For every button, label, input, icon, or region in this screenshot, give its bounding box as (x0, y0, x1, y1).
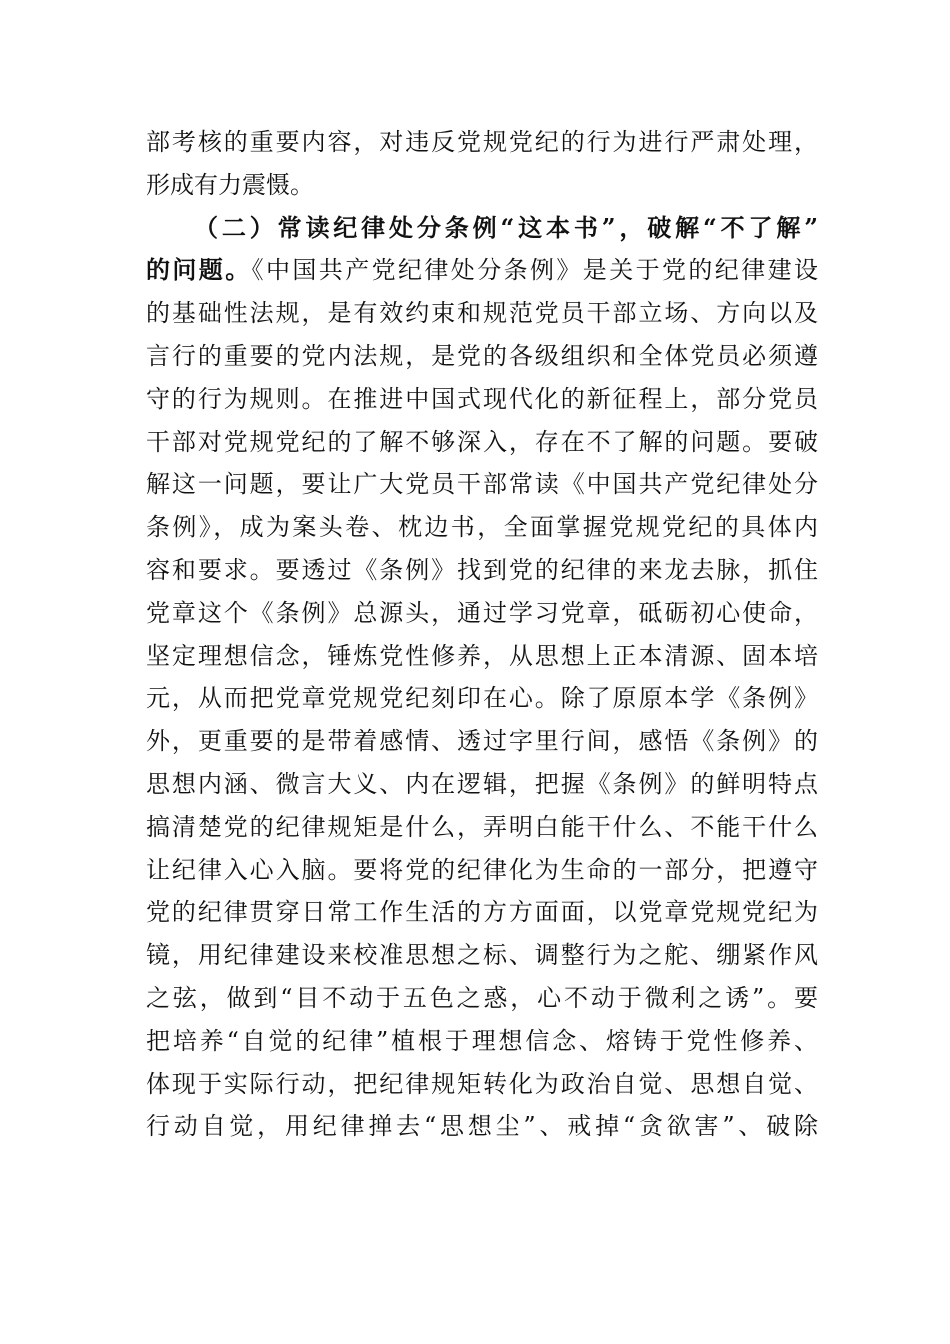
paragraph-line: 之弦，做到“目不动于五色之惑，心不动于微利之诱”。要 (146, 983, 818, 1012)
paragraph-text: 《中国共产党纪律处分条例》是关于党的纪律建设 (251, 256, 818, 285)
paragraph-line: 的基础性法规，是有效约束和规范党员干部立场、方向以及 (146, 299, 818, 328)
paragraph-line: 党的纪律贯穿日常工作生活的方方面面，以党章党规党纪为 (146, 898, 818, 927)
paragraph-line: 让纪律入心入脑。要将党的纪律化为生命的一部分，把遵守 (146, 855, 818, 884)
paragraph-line: 把培养“自觉的纪律”植根于理想信念、熔铸于党性修养、 (146, 1026, 818, 1055)
paragraph-line: 解这一问题，要让广大党员干部常读《中国共产党纪律处分 (146, 470, 818, 499)
paragraph-line (146, 249, 818, 292)
paragraph-line: 外，更重要的是带着感情、透过字里行间，感悟《条例》的 (146, 727, 818, 756)
paragraph-line: 守的行为规则。在推进中国式现代化的新征程上，部分党员 (146, 384, 818, 413)
paragraph-line: 镜，用纪律建设来校准思想之标、调整行为之舵、绷紧作风 (146, 941, 818, 970)
section-heading: （二）常读纪律处分条例“这本书”，破解“不了解” (194, 212, 818, 242)
paragraph-line: 行动自觉，用纪律掸去“思想尘”、戒掉“贪欲害”、破除 (146, 1112, 818, 1141)
paragraph-line: 元，从而把党章党规党纪刻印在心。除了原原本学《条例》 (146, 684, 818, 713)
paragraph-line: 言行的重要的党内法规，是党的各级组织和全体党员必须遵 (146, 341, 818, 370)
paragraph-line: 部考核的重要内容，对违反党规党纪的行为进行严肃处理， (146, 128, 818, 156)
section-heading-end: 的问题。 (146, 255, 252, 285)
paragraph-line: 搞清楚党的纪律规矩是什么，弄明白能干什么、不能干什么 (146, 812, 818, 841)
paragraph-line: 体现于实际行动，把纪律规矩转化为政治自觉、思想自觉、 (146, 1069, 818, 1098)
paragraph-line: 坚定理想信念，锤炼党性修养，从思想上正本清源、固本培 (146, 641, 818, 670)
paragraph-line: 条例》，成为案头卷、枕边书，全面掌握党规党纪的具体内 (146, 513, 818, 542)
paragraph-line: 党章这个《条例》总源头，通过学习党章，砥砺初心使命， (146, 598, 818, 627)
document-body (146, 121, 818, 1148)
paragraph-line: 干部对党规党纪的了解不够深入，存在不了解的问题。要破 (146, 427, 818, 456)
paragraph-line: 思想内涵、微言大义、内在逻辑，把握《条例》的鲜明特点 (146, 769, 818, 798)
paragraph-line: 形成有力震慑。 (146, 170, 314, 199)
paragraph-line: 容和要求。要透过《条例》找到党的纪律的来龙去脉，抓住 (146, 555, 818, 584)
